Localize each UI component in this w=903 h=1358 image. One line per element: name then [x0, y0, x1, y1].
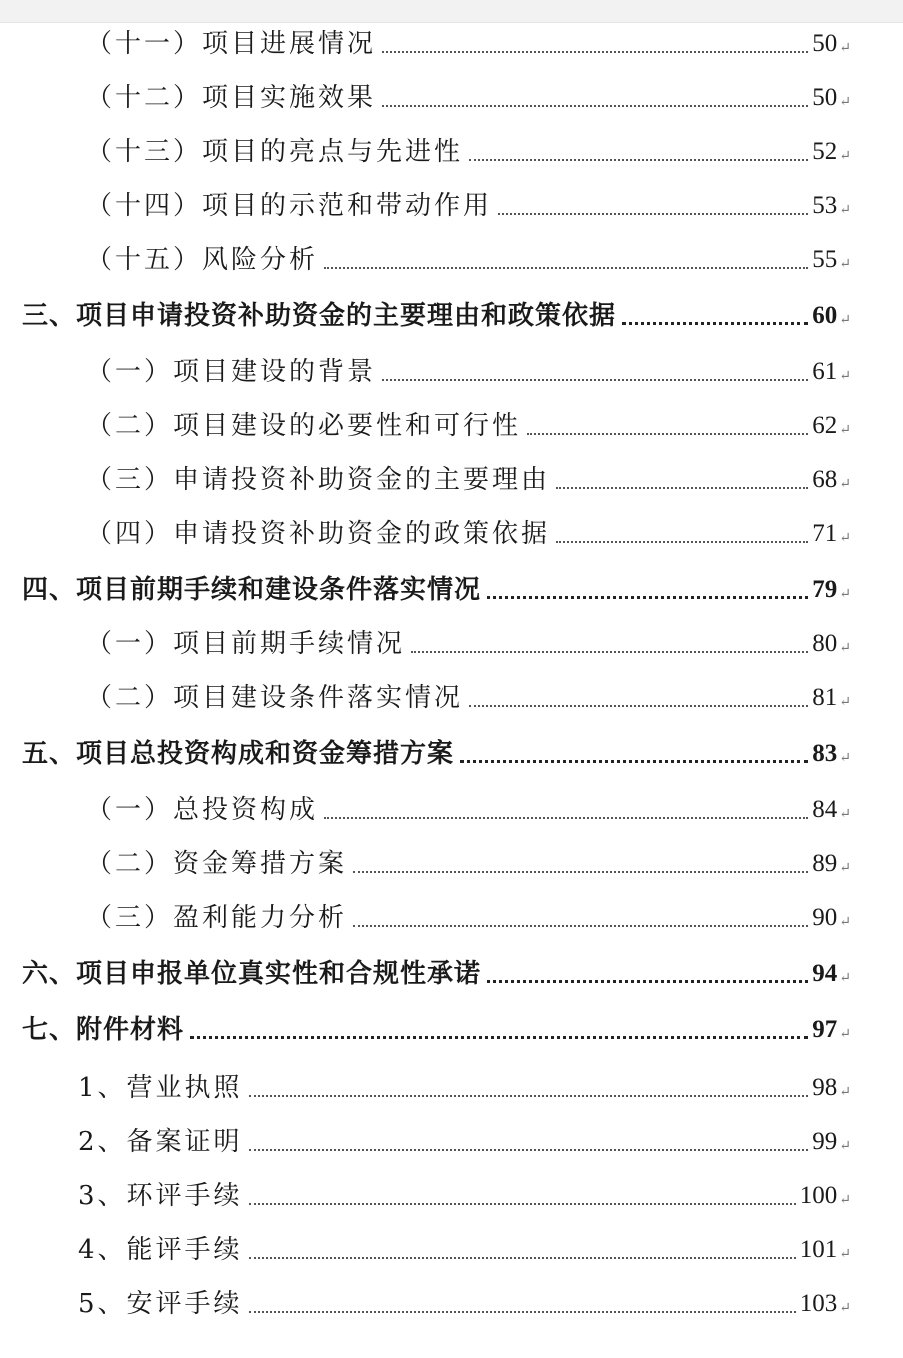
- toc-entry[interactable]: [86, 404, 851, 444]
- dot-leader: [498, 213, 808, 215]
- toc-entry[interactable]: [86, 622, 851, 662]
- toc-entry-title: （二）资金筹措方案: [86, 849, 348, 879]
- toc-entry-page-number: 99: [812, 1128, 838, 1155]
- dot-leader: [353, 925, 808, 927]
- toc-entry-page-number: 89: [812, 850, 838, 877]
- toc-entry[interactable]: [78, 1066, 851, 1106]
- toc-entry-title: 1、营业执照: [78, 1073, 243, 1103]
- toc-entry[interactable]: [78, 1120, 851, 1160]
- paragraph-mark-icon: ↵: [839, 312, 851, 328]
- paragraph-mark-icon: ↵: [839, 586, 851, 602]
- paragraph-mark-icon: ↵: [839, 750, 851, 766]
- toc-entry-page-number: 101: [799, 1236, 838, 1263]
- dot-leader: [353, 871, 808, 873]
- toc-entry-page-number: 94: [812, 960, 838, 987]
- toc-entry-title: 三、项目申请投资补助资金的主要理由和政策依据: [22, 301, 617, 331]
- toc-entry-page-number: 50: [812, 84, 838, 111]
- toc-entry[interactable]: [22, 952, 851, 992]
- toc-entry-page-number: 68: [812, 466, 838, 493]
- dot-leader: [382, 379, 808, 381]
- paragraph-mark-icon: ↵: [839, 860, 851, 876]
- paragraph-mark-icon: ↵: [839, 1300, 851, 1316]
- dot-leader: [487, 980, 808, 983]
- toc-entry[interactable]: [86, 676, 851, 716]
- dot-leader: [622, 322, 808, 325]
- paragraph-mark-icon: ↵: [839, 1192, 851, 1208]
- paragraph-mark-icon: ↵: [839, 1026, 851, 1042]
- dot-leader: [556, 541, 808, 543]
- paragraph-mark-icon: ↵: [839, 970, 851, 986]
- toc-entry[interactable]: [22, 732, 851, 772]
- dot-leader: [190, 1036, 808, 1039]
- dot-leader: [469, 705, 808, 707]
- toc-entry-page-number: 61: [812, 358, 838, 385]
- dot-leader: [249, 1257, 796, 1259]
- paragraph-mark-icon: ↵: [839, 694, 851, 710]
- paragraph-mark-icon: ↵: [839, 1246, 851, 1262]
- toc-entry-title: （十四）项目的示范和带动作用: [86, 191, 493, 221]
- toc-entry-title: （三）申请投资补助资金的主要理由: [86, 465, 551, 495]
- paragraph-mark-icon: ↵: [839, 422, 851, 438]
- toc-entry-title: 六、项目申报单位真实性和合规性承诺: [22, 959, 482, 989]
- dot-leader: [527, 433, 808, 435]
- toc-entry-page-number: 62: [812, 412, 838, 439]
- toc-entry[interactable]: [86, 350, 851, 390]
- paragraph-mark-icon: ↵: [839, 530, 851, 546]
- toc-entry-page-number: 81: [812, 684, 838, 711]
- toc-entry-page-number: 79: [812, 576, 838, 603]
- paragraph-mark-icon: ↵: [839, 40, 851, 56]
- paragraph-mark-icon: ↵: [839, 202, 851, 218]
- toc-entry-title: （四）申请投资补助资金的政策依据: [86, 519, 551, 549]
- toc-entry[interactable]: [86, 788, 851, 828]
- dot-leader: [249, 1095, 809, 1097]
- toc-entry-title: 3、环评手续: [78, 1181, 243, 1211]
- dot-leader: [556, 487, 808, 489]
- toc-entry[interactable]: [86, 458, 851, 498]
- toc-entry-title: （二）项目建设的必要性和可行性: [86, 411, 522, 441]
- dot-leader: [460, 760, 808, 763]
- dot-leader: [382, 105, 808, 107]
- toc-entry-title: 5、安评手续: [78, 1289, 243, 1319]
- toc-entry-title: 五、项目总投资构成和资金筹措方案: [22, 739, 455, 769]
- toc-entry-title: （三）盈利能力分析: [86, 903, 348, 933]
- toc-entry-page-number: 84: [812, 796, 838, 823]
- toc-entry[interactable]: [86, 512, 851, 552]
- dot-leader: [487, 596, 808, 599]
- toc-entry[interactable]: [86, 842, 851, 882]
- dot-leader: [324, 817, 808, 819]
- toc-entry-page-number: 80: [812, 630, 838, 657]
- toc-entry-title: 4、能评手续: [78, 1235, 243, 1265]
- paragraph-mark-icon: ↵: [839, 640, 851, 656]
- paragraph-mark-icon: ↵: [839, 806, 851, 822]
- toc-entry-title: （一）总投资构成: [86, 795, 319, 825]
- paragraph-mark-icon: ↵: [839, 1084, 851, 1100]
- toc-entry-page-number: 103: [799, 1290, 838, 1317]
- toc-entry[interactable]: [78, 1228, 851, 1268]
- toc-entry-title: （二）项目建设条件落实情况: [86, 683, 464, 713]
- toc-entry[interactable]: [22, 1008, 851, 1048]
- toc-entry-title: （十二）项目实施效果: [86, 83, 377, 113]
- toc-entry-page-number: 53: [812, 192, 838, 219]
- toc-entry-page-number: 55: [812, 246, 838, 273]
- toc-entry-page-number: 60: [812, 302, 838, 329]
- toc-entry[interactable]: [86, 130, 851, 170]
- toc-entry-title: （十五）风险分析: [86, 245, 319, 275]
- toc-entry-title: 2、备案证明: [78, 1127, 243, 1157]
- toc-entry-page-number: 100: [799, 1182, 838, 1209]
- toc-entry-title: （一）项目建设的背景: [86, 357, 377, 387]
- toc-entry[interactable]: [86, 76, 851, 116]
- toc-entry-page-number: 98: [812, 1074, 838, 1101]
- dot-leader: [249, 1203, 796, 1205]
- toc-entry[interactable]: [86, 184, 851, 224]
- dot-leader: [249, 1311, 796, 1313]
- toc-entry-title: （一）项目前期手续情况: [86, 629, 406, 659]
- toc-entry[interactable]: [86, 238, 851, 278]
- toc-entry-title: （十三）项目的亮点与先进性: [86, 137, 464, 167]
- toc-entry-page-number: 97: [812, 1016, 838, 1043]
- dot-leader: [249, 1149, 809, 1151]
- toc-entry-title: （十一）项目进展情况: [86, 29, 377, 59]
- paragraph-mark-icon: ↵: [839, 1138, 851, 1154]
- toc-entry-page-number: 83: [812, 740, 838, 767]
- dot-leader: [324, 267, 808, 269]
- paragraph-mark-icon: ↵: [839, 94, 851, 110]
- toc-entry[interactable]: [78, 1174, 851, 1214]
- toc-entry[interactable]: [78, 1282, 851, 1322]
- toc-entry-title: 四、项目前期手续和建设条件落实情况: [22, 575, 482, 605]
- toc-entry-page-number: 71: [812, 520, 838, 547]
- paragraph-mark-icon: ↵: [839, 256, 851, 272]
- toc-entry[interactable]: [22, 568, 851, 608]
- dot-leader: [469, 159, 808, 161]
- toc-entry[interactable]: [22, 294, 851, 334]
- paragraph-mark-icon: ↵: [839, 914, 851, 930]
- toc-entry-page-number: 90: [812, 904, 838, 931]
- paragraph-mark-icon: ↵: [839, 368, 851, 384]
- toc-entry[interactable]: [86, 896, 851, 936]
- toc-entry[interactable]: [86, 22, 851, 62]
- toc-entry-page-number: 52: [812, 138, 838, 165]
- dot-leader: [411, 651, 808, 653]
- dot-leader: [382, 51, 808, 53]
- top-bar: [0, 0, 903, 23]
- toc-entry-title: 七、附件材料: [22, 1015, 185, 1045]
- paragraph-mark-icon: ↵: [839, 148, 851, 164]
- toc-entry-page-number: 50: [812, 30, 838, 57]
- paragraph-mark-icon: ↵: [839, 476, 851, 492]
